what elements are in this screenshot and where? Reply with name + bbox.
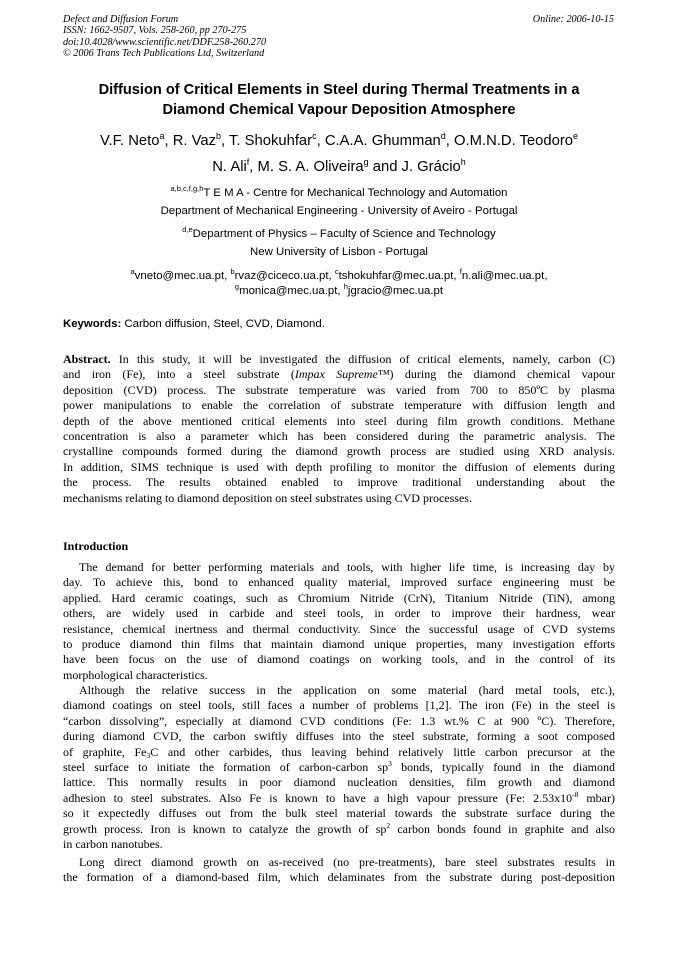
journal-header — [63, 14, 266, 59]
intro-line: resistance, chemical inertness and thermal conductivity. Since the successful usage of CVD systems — [63, 621, 615, 636]
affiliation-3-sup: d,e — [182, 225, 193, 234]
email-sup: b — [230, 267, 235, 276]
abstract-line: In addition, SIMS technique is used with depth profiling to monitor the diffusion of elements during — [63, 459, 615, 474]
author-name: O.M.N.D. Teodoro — [454, 132, 573, 149]
email-address[interactable]: rvaz@ciceco.ua.pt — [234, 269, 329, 282]
abstract — [63, 352, 615, 506]
email-address[interactable]: vneto@mec.ua.pt — [134, 269, 225, 282]
title-line-2: Diamond Chemical Vapour Deposition Atmosphere — [162, 101, 516, 118]
intro-line: of graphite, $Fe_3C$ and other carbides, thus leaving behind relatively little carbon precursor at the — [63, 744, 615, 760]
emails-line-2 — [30, 282, 648, 297]
intro-line: morphological characteristics. — [63, 667, 208, 682]
affiliation-1 — [30, 184, 648, 199]
separator: , — [164, 132, 173, 149]
author-affiliation-sup: b — [216, 131, 222, 141]
intro-line: in carbon nanotubes. — [63, 836, 163, 851]
author-affiliation-sup: c — [312, 131, 317, 141]
intro-line: The demand for better performing materials and tools, with higher life time, is increasing day by — [79, 560, 615, 574]
abstract-line: concentration is also a parameter which has been considered during the parametric analysis. The — [63, 428, 615, 443]
abstract-line: Abstract. In this study, it will be investigated the diffusion of critical elements, namely, carbon (C) — [63, 352, 615, 366]
author-affiliation-sup: d — [440, 131, 446, 141]
abstract-line: depth of the above mentioned critical elements into steel during film growth conditions. Methane — [63, 413, 615, 428]
intro-line: so it expectedly diffuses out from the bulk steel material towards the substrate surface during the — [63, 806, 615, 821]
intro-line: Long direct diamond growth on as-received (no pre-treatments), bare steel substrates results in — [79, 855, 615, 869]
intro-line: adhesion to steel substrates. Also Fe is known to have a high vapour pressure (Fe: $2.53x10^{-8}$ mbar) — [63, 789, 615, 805]
affiliation-4: New University of Lisbon - Portugal — [250, 246, 428, 258]
author-affiliation-sup: g — [363, 157, 369, 167]
separator: and — [368, 158, 402, 175]
author-name: M. S. A. Oliveira — [257, 158, 364, 175]
intro-line: “carbon dissolving”, especially at diamond CVD conditions (Fe: 1.3 wt.% C at 900 ºC). Therefore, — [63, 713, 615, 728]
intro-line: lattice. This normally results in poor diamond nucleation densities, film growth and diamond — [63, 775, 615, 790]
author-affiliation-sup: h — [460, 157, 466, 167]
authors-line-1 — [30, 131, 648, 149]
emails-line-1 — [30, 267, 648, 282]
separator: , — [224, 269, 231, 282]
intro-line: the formation of a diamond-based film, which delaminates from the substrate during post-deposition — [63, 870, 615, 885]
section-heading-introduction: Introduction — [63, 539, 129, 553]
abstract-line: the process. The results obtained enabled to improve traditional understanding about the — [63, 475, 615, 490]
intro-line: diamond coatings on steel tools, still faces a number of problems [1,2]. The iron (Fe) in the steel is — [63, 698, 615, 713]
intro-line: during diamond CVD, the carbon swiftly diffuses into the steel substrate, forming a soot composed — [63, 729, 615, 744]
material-name: Impax Supreme™ — [294, 367, 390, 382]
affiliation-3 — [30, 225, 648, 240]
intro-line: have been focus on the use of diamond coatings on working tools, and in the control of its — [63, 652, 615, 667]
abstract-label: Abstract. — [63, 352, 111, 366]
email-sup: a — [130, 267, 135, 276]
online-date: Online: 2006-10-15 — [532, 14, 614, 25]
author-name: J. Grácio — [401, 158, 461, 175]
author-name: V.F. Neto — [99, 132, 160, 149]
abstract-line: crystalline compounds formed during the diamond growth process are studied using XRD analysis. — [63, 444, 615, 459]
separator: , — [316, 132, 325, 149]
author-affiliation-sup: e — [573, 131, 579, 141]
journal-name: Defect and Diffusion Forum — [63, 14, 179, 25]
separator: , — [328, 269, 335, 282]
intro-line: others, are widely used in carbide and steel tools, in order to improve their hardness, wear — [63, 606, 615, 621]
doi-line[interactable]: doi:10.4028/www.scientific.net/DDF.258-260.270 — [63, 36, 267, 48]
paper-title — [40, 81, 638, 120]
authors-line-2 — [30, 157, 648, 175]
abstract-line: and iron (Fe), into a steel substrate (Impax Supreme™) during the diamond chemical vapour — [63, 367, 616, 382]
intro-line: day. To achieve this, bond to enhanced quality material, improved surface engineering must be — [63, 575, 615, 590]
keywords-label: Keywords: — [63, 318, 122, 330]
separator: , — [221, 132, 230, 149]
author-name: N. Ali — [212, 158, 247, 175]
intro-paragraph-2 — [63, 683, 615, 852]
intro-line: Although the relative success in the application on some material (hard metal tools, etc.), — [79, 683, 615, 697]
author-affiliation-sup: f — [246, 157, 250, 167]
author-name: T. Shokuhfar — [229, 132, 313, 149]
author-affiliation-sup: a — [159, 131, 165, 141]
separator: , — [337, 284, 344, 297]
intro-paragraph-3 — [63, 855, 615, 886]
intro-line: growth process. Iron is known to catalyze the growth of $sp^2$ carbon bonds found in graphite and also — [63, 820, 616, 836]
intro-paragraph-1 — [63, 560, 615, 683]
affiliation-1-text: T E M A - Centre for Mechanical Technology and Automation — [203, 186, 508, 199]
email-sup: g — [234, 282, 240, 291]
affiliation-2: Department of Mechanical Engineering - University of Aveiro - Portugal — [160, 205, 518, 217]
email-sup: f — [459, 267, 462, 276]
separator: , — [544, 269, 548, 282]
intro-line: applied. Hard ceramic coatings, such as Chromium Nitride (CrN), Titanium Nitride (TiN), among — [63, 590, 615, 605]
abstract-line: mechanisms relating to diamond deposition on steel substrates using CVD processes. — [63, 490, 472, 505]
email-sup: h — [343, 282, 348, 291]
author-name: R. Vaz — [172, 132, 217, 149]
email-address[interactable]: n.ali@mec.ua.pt — [461, 269, 545, 282]
copyright-line: © 2006 Trans Tech Publications Ltd, Switzerland — [63, 47, 265, 59]
title-line-1: Diffusion of Critical Elements in Steel during Thermal Treatments in a — [98, 82, 580, 98]
email-address[interactable]: tshokuhfar@mec.ua.pt — [338, 269, 454, 282]
separator: , — [249, 158, 258, 175]
separator: , — [445, 132, 455, 149]
affiliation-3-text: Department of Physics – Faculty of Science and Technology — [192, 227, 496, 240]
abstract-line: deposition (CVD) process. The substrate temperature was varied from 700 to 850ºC by plasma — [63, 382, 615, 397]
email-sup: c — [334, 267, 339, 276]
separator: , — [453, 269, 460, 282]
keywords — [63, 318, 325, 330]
affiliation-1-sup: a,b,c,f,g,h — [170, 184, 204, 193]
author-name: C.A.A. Ghumman — [324, 132, 441, 149]
intro-line: steel surface to initiate the formation of carbon-carbon $sp^3$ bonds, typically found in the diamond — [63, 758, 615, 774]
intro-line: to produce diamond thin films that maintain diamond unique properties, many investigation efforts — [63, 636, 615, 651]
issn-line: ISSN: 1662-9507, Vols. 258-260, pp 270-275 — [63, 25, 247, 37]
abstract-line: power manipulations to enable the correlation of substrate temperature with diffusion length and — [63, 398, 615, 413]
email-address[interactable]: monica@mec.ua.pt — [239, 284, 338, 297]
email-address[interactable]: jgracio@mec.ua.pt — [347, 284, 444, 297]
keywords-text: Carbon diffusion, Steel, CVD, Diamond. — [121, 318, 325, 330]
